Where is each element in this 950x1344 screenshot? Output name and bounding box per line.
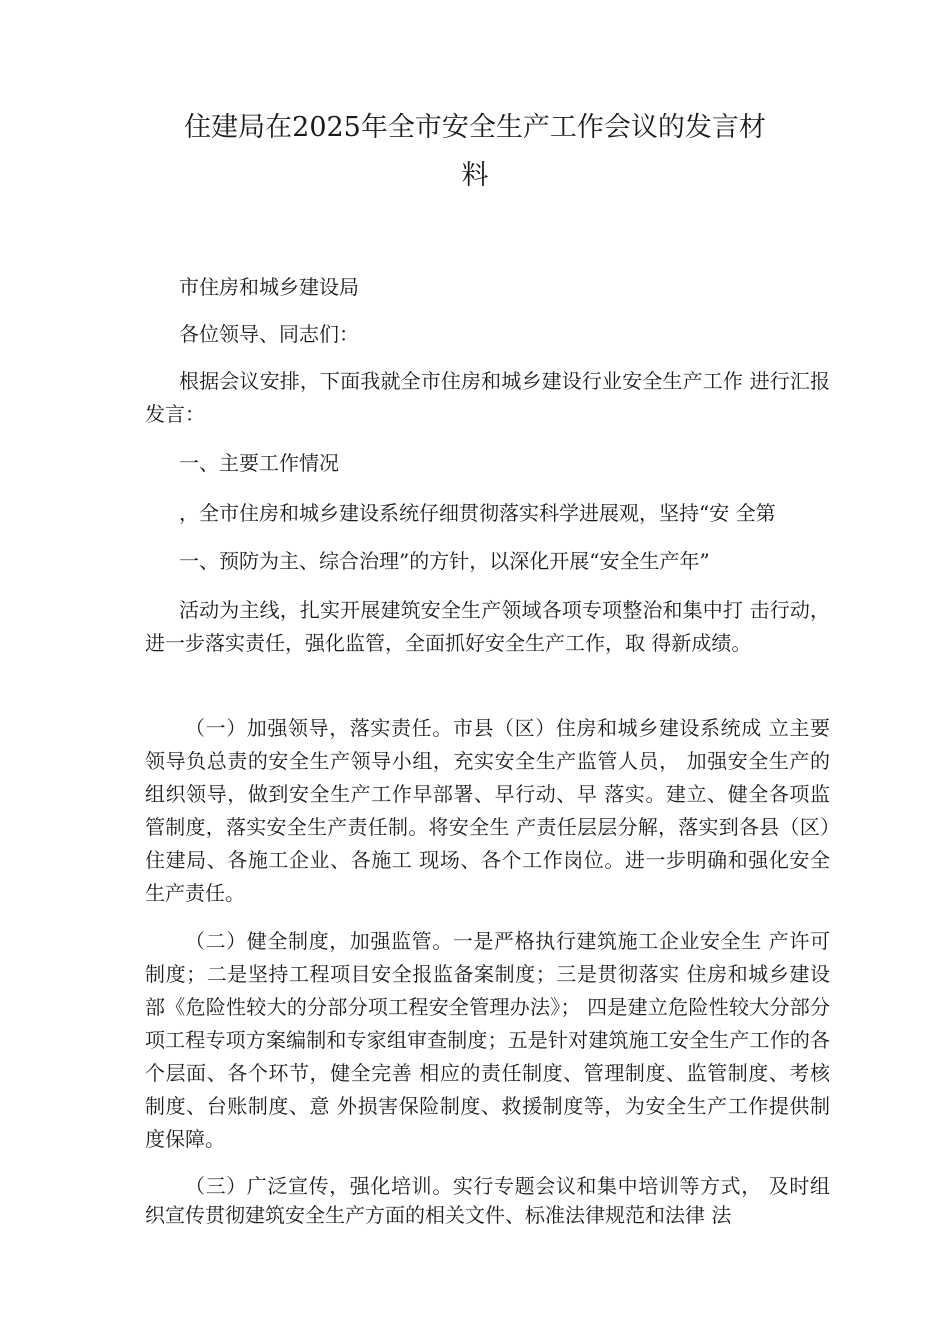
body-paragraph-1: ，全市住房和城乡建设系统仔细贯彻落实科学进展观，坚持“安 全第 (179, 501, 776, 525)
subsection-2: （二）健全制度，加强监管。一是严格执行建筑施工企业安全生 产许可制度；二是坚持工程项目安全报监备案制度；三是贯彻落实 住房和城乡建设部《危险性较大的分部分项工程安全管理办法》； 四是建立危险性较大分部分项工程专项方案编制和专家组审查制度；五是针对建筑施工安全生产工作的各个层面、各个环节，健全完善 相应的责任制度、管理制度、监管制度、考核制度、台账制度、意 外损害保险制度、救援制度等，为安全生产工作提供制度保障。 (145, 929, 830, 1151)
body-paragraph-3: 活动为主线，扎实开展建筑安全生产领域各项专项整治和集中打 击行动，进一步落实责任，强化监管，全面抓好安全生产工作，取 得新成绩。 (145, 598, 830, 655)
section-heading-1: 一、主要工作情况 (179, 451, 339, 475)
subsection-3: （三）广泛宣传，强化培训。实行专题会议和集中培训等方式， 及时组织宣传贯彻建筑安全生产方面的相关文件、标准法律规范和法律 法 (145, 1174, 830, 1227)
body-paragraph-2: 一、预防为主、综合治理”的方针，以深化开展“安全生产年” (179, 549, 710, 573)
subsection-1: （一）加强领导，落实责任。市县（区）住房和城乡建设系统成 立主要领导负总责的安全生产领导小组，充实安全生产监管人员， 加强安全生产的组织领导，做到安全生产工作早部署、早行动、早 落实。建立、健全各项监管制度，落实安全生产责任制。将安全生 产责任层层分解，落实到各县（区）住建局、各施工企业、各施工 现场、各个工作岗位。进一步明确和强化安全生产责任。 (145, 716, 830, 905)
title-line-1: 住建局在2025年全市安全生产工作会议的发言材 (184, 112, 766, 143)
intro-paragraph: 根据会议安排，下面我就全市住房和城乡建设行业安全生产工作 进行汇报发言： (145, 369, 830, 426)
document-title (150, 104, 800, 200)
author-line: 市住房和城乡建设局 (179, 275, 359, 299)
title-line-2: 料 (461, 160, 489, 191)
salutation: 各位领导、同志们： (179, 322, 359, 346)
